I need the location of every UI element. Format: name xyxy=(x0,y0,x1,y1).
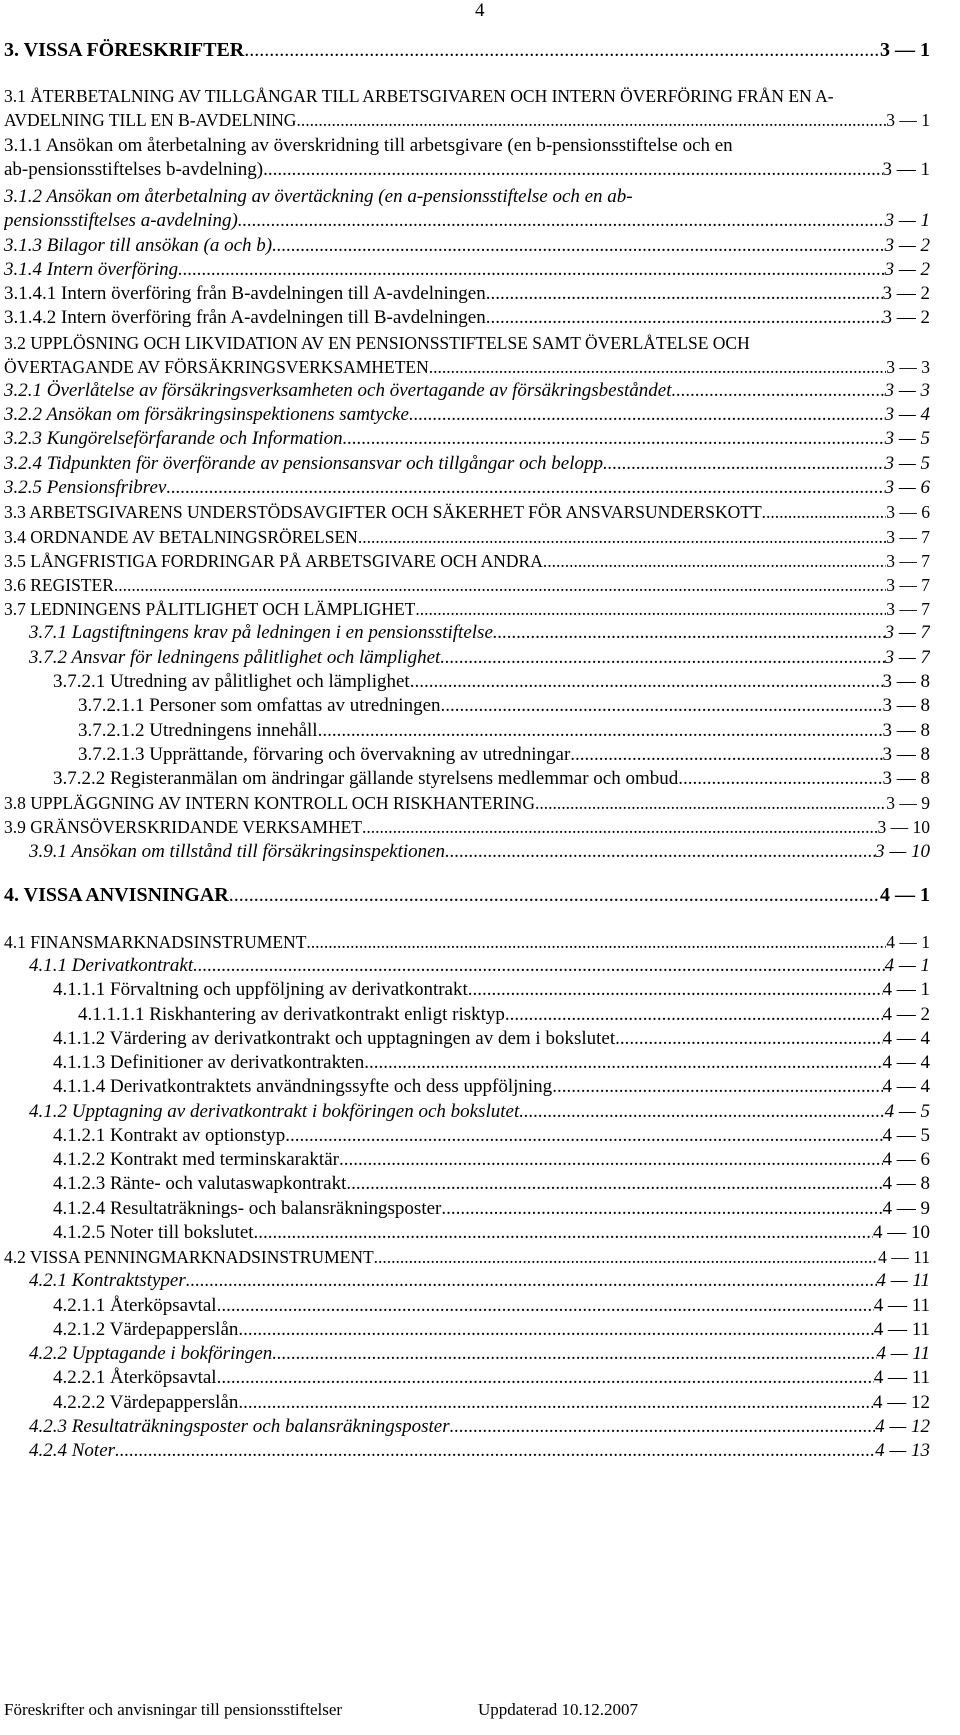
toc-entry[interactable] xyxy=(53,1295,930,1317)
toc-dot-leader xyxy=(244,39,880,61)
toc-entry[interactable] xyxy=(29,1440,930,1462)
toc-entry-title: 4.1 FINANSMARKNADSINSTRUMENT xyxy=(4,932,307,952)
toc-entry[interactable] xyxy=(4,428,930,450)
toc-dot-leader xyxy=(440,647,884,669)
toc-dot-leader xyxy=(409,404,885,426)
toc-entry-title: 4.2.3 Resultaträkningsposter och balansräkningsposter xyxy=(29,1416,450,1437)
toc-dot-leader xyxy=(410,671,883,693)
toc-entry-page: 3 — 2 xyxy=(882,283,930,304)
toc-entry-page: 3 — 7 xyxy=(884,647,930,668)
toc-entry-page: 4 — 13 xyxy=(875,1440,930,1461)
toc-entry[interactable] xyxy=(4,453,930,475)
toc-entry-page: 3 — 1 xyxy=(884,210,930,231)
toc-entry-page: 3 — 8 xyxy=(882,720,930,741)
toc-entry-page: 4 — 11 xyxy=(876,1270,930,1291)
toc-entry-page: 3 — 9 xyxy=(886,793,930,813)
toc-entry-title: 4.1.1.3 Definitioner av derivatkontrakten xyxy=(53,1052,365,1073)
toc-entry[interactable] xyxy=(29,1416,930,1438)
toc-entry-page: 4 — 2 xyxy=(882,1004,930,1025)
toc-entry[interactable] xyxy=(4,598,930,620)
toc-entry[interactable] xyxy=(4,477,930,499)
toc-entry[interactable] xyxy=(53,768,930,790)
toc-dot-leader xyxy=(603,453,885,475)
toc-dot-leader xyxy=(535,792,886,814)
toc-dot-leader xyxy=(346,1173,882,1195)
toc-entry-title: 4.1.2 Upptagning av derivatkontrakt i bokföringen och bokslutet xyxy=(29,1101,520,1122)
toc-dot-leader xyxy=(296,109,886,131)
toc-entry-title: 4.1.2.1 Kontrakt av optionstyp xyxy=(53,1125,286,1146)
toc-entry-title: 3.2.3 Kungörelseförfarande och Information xyxy=(4,428,343,449)
toc-entry-title: 3.4 ORDNANDE AV BETALNINGSRÖRELSEN xyxy=(4,527,358,547)
toc-entry[interactable] xyxy=(53,979,930,1001)
toc-dot-leader xyxy=(543,550,886,572)
toc-entry[interactable] xyxy=(4,159,930,181)
toc-entry[interactable] xyxy=(53,1076,930,1098)
toc-entry-title: 4.2.1.2 Värdepapperslån xyxy=(53,1319,239,1340)
toc-entry-page: 3 — 6 xyxy=(884,477,930,498)
toc-entry[interactable] xyxy=(29,841,930,863)
toc-entry-title: 4.2.2.1 Återköpsavtal xyxy=(53,1367,217,1388)
toc-entry[interactable] xyxy=(78,1004,930,1026)
toc-entry[interactable] xyxy=(29,1270,930,1292)
toc-entry[interactable] xyxy=(4,550,930,572)
toc-entry[interactable] xyxy=(4,85,930,107)
toc-entry-title: 4.1.1.2 Värdering av derivatkontrakt och upptagningen av dem i bokslutet xyxy=(53,1028,616,1049)
toc-dot-leader xyxy=(238,1319,873,1341)
toc-entry[interactable] xyxy=(53,1028,930,1050)
toc-entry[interactable] xyxy=(4,816,930,838)
toc-entry[interactable] xyxy=(4,186,930,208)
toc-entry-title: 3. VISSA FÖRESKRIFTER xyxy=(4,39,245,61)
toc-dot-leader xyxy=(229,884,880,906)
toc-entry-page: 4 — 9 xyxy=(882,1198,930,1219)
toc-entry[interactable] xyxy=(53,1198,930,1220)
toc-entry-page: 4 — 6 xyxy=(882,1149,930,1170)
toc-entry[interactable] xyxy=(29,647,930,669)
toc-entry-page: 3 — 4 xyxy=(884,404,930,425)
toc-entry[interactable] xyxy=(53,671,930,693)
toc-dot-leader xyxy=(193,955,884,977)
toc-entry-title: 4.1.1.4 Derivatkontraktets användningssyfte och dess uppföljning xyxy=(53,1076,553,1097)
toc-entry-title: 3.9 GRÄNSÖVERSKRIDANDE VERKSAMHET xyxy=(4,817,362,837)
toc-entry-title: 3.3 ARBETSGIVARENS UNDERSTÖDSAVGIFTER OCH SÄKERHET FÖR ANSVARSUNDERSKOTT xyxy=(4,502,762,522)
toc-dot-leader xyxy=(364,1052,882,1074)
toc-dot-leader xyxy=(445,841,875,863)
toc-entry-page: 3 — 2 xyxy=(884,235,930,256)
toc-entry[interactable] xyxy=(4,39,930,61)
toc-entry-title: 3.1.3 Bilagor till ansökan (a och b) xyxy=(4,235,273,256)
toc-entry-page: 4 — 5 xyxy=(884,1101,930,1122)
toc-dot-leader xyxy=(362,816,878,838)
toc-entry-page: 3 — 7 xyxy=(886,575,930,595)
toc-dot-leader xyxy=(552,1076,882,1098)
toc-dot-leader xyxy=(486,307,883,329)
toc-dot-leader xyxy=(217,1295,874,1317)
toc-entry-title: 3.7.2 Ansvar för ledningens pålitlighet och lämplighet xyxy=(29,647,441,668)
toc-entry-page: 4 — 4 xyxy=(882,1052,930,1073)
toc-entry-title: 3.7.2.1.2 Utredningens innehåll xyxy=(78,720,318,741)
toc-entry-page: 3 — 8 xyxy=(882,671,930,692)
toc-entry-page: 3 — 6 xyxy=(886,502,930,522)
toc-entry-page: 3 — 7 xyxy=(886,599,930,619)
toc-entry-title: 3.8 UPPLÄGGNING AV INTERN KONTROLL OCH RISKHANTERING xyxy=(4,793,535,813)
toc-entry[interactable] xyxy=(78,744,930,766)
toc-entry-page: 3 — 2 xyxy=(882,307,930,328)
toc-entry[interactable] xyxy=(4,307,930,329)
toc-dot-leader xyxy=(441,1198,882,1220)
toc-dot-leader xyxy=(762,501,887,523)
toc-dot-leader xyxy=(178,259,884,281)
toc-entry-title: 4.2.2.2 Värdepapperslån xyxy=(53,1392,239,1413)
toc-entry-title: 4.1.1 Derivatkontrakt xyxy=(29,955,194,976)
toc-entry-title: 3.7.1 Lagstiftningens krav på ledningen i en pensionsstiftelse xyxy=(29,622,493,643)
toc-entry[interactable] xyxy=(53,1125,930,1147)
toc-entry[interactable] xyxy=(4,501,930,523)
toc-entry-title: 3.2.4 Tidpunkten för överförande av pensionsansvar och tillgångar och belopp xyxy=(4,453,603,474)
toc-entry-title: 3.1.1 Ansökan om återbetalning av överskridning till arbetsgivare (en b-pensionsstiftelse och en xyxy=(4,135,733,156)
toc-entry[interactable] xyxy=(4,792,930,814)
toc-entry-page: 3 — 8 xyxy=(882,695,930,716)
toc-dot-leader xyxy=(493,622,885,644)
toc-entry-page: 4 — 4 xyxy=(882,1076,930,1097)
toc-entry[interactable] xyxy=(4,283,930,305)
toc-entry-title: 4.2 VISSA PENNINGMARKNADSINSTRUMENT xyxy=(4,1247,374,1267)
toc-entry[interactable] xyxy=(4,884,930,906)
toc-entry[interactable] xyxy=(4,356,930,378)
toc-dot-leader xyxy=(672,380,885,402)
toc-entry-title: 4.1.1.1.1 Riskhantering av derivatkontrakt enligt risktyp xyxy=(78,1004,505,1025)
toc-entry[interactable] xyxy=(29,1101,930,1123)
toc-entry-title: 4.2.2 Upptagande i bokföringen xyxy=(29,1343,273,1364)
toc-entry-page: 4 — 8 xyxy=(882,1173,930,1194)
toc-entry-page: 4 — 4 xyxy=(882,1028,930,1049)
toc-dot-leader xyxy=(339,1149,883,1171)
toc-entry[interactable] xyxy=(4,109,930,131)
toc-entry-title: 3.9.1 Ansökan om tillstånd till försäkringsinspektionen xyxy=(29,841,446,862)
toc-entry[interactable] xyxy=(53,1052,930,1074)
toc-dot-leader xyxy=(429,356,887,378)
toc-dot-leader xyxy=(441,695,883,717)
toc-dot-leader xyxy=(358,526,886,548)
toc-entry[interactable] xyxy=(53,1392,930,1414)
toc-entry[interactable] xyxy=(4,259,930,281)
toc-entry[interactable] xyxy=(4,574,930,596)
footer-title: Föreskrifter och anvisningar till pensionsstiftelser xyxy=(4,1700,343,1719)
toc-entry-page: 4 — 1 xyxy=(880,884,930,906)
toc-dot-leader xyxy=(615,1028,882,1050)
toc-entry-title: 3.2.5 Pensionsfribrev xyxy=(4,477,167,498)
toc-entry-page: 4 — 11 xyxy=(873,1319,930,1340)
toc-entry-page: 3 — 7 xyxy=(884,622,930,643)
toc-entry-page: 3 — 1 xyxy=(882,159,930,180)
toc-entry-title: 4. VISSA ANVISNINGAR xyxy=(4,884,229,906)
toc-entry[interactable] xyxy=(53,1367,930,1389)
toc-dot-leader xyxy=(263,159,882,181)
toc-dot-leader xyxy=(468,979,883,1001)
page-number: 4 xyxy=(475,0,485,21)
toc-entry-title: 3.1.2 Ansökan om återbetalning av övertäckning (en a-pensionsstiftelse och en ab- xyxy=(4,186,633,207)
toc-entry-title: 3.7.2.1.3 Upprättande, förvaring och övervakning av utredningar xyxy=(78,744,571,765)
toc-entry-title: AVDELNING TILL EN B-AVDELNING xyxy=(4,110,297,130)
toc-dot-leader xyxy=(306,931,886,953)
toc-entry-page: 4 — 1 xyxy=(882,979,930,1000)
toc-entry[interactable] xyxy=(4,404,930,426)
toc-entry[interactable] xyxy=(4,380,930,402)
toc-entry-title: 3.1 ÅTERBETALNING AV TILLGÅNGAR TILL ARBETSGIVAREN OCH INTERN ÖVERFÖRING FRÅN EN A- xyxy=(4,86,834,106)
toc-entry-title: 3.1.4.2 Intern överföring från A-avdelningen till B-avdelningen xyxy=(4,307,486,328)
toc-entry-title: 4.1.2.4 Resultaträknings- och balansräkningsposter xyxy=(53,1198,442,1219)
toc-entry-page: 3 — 5 xyxy=(884,428,930,449)
toc-dot-leader xyxy=(114,574,886,596)
toc-entry-title: 3.7.2.1.1 Personer som omfattas av utredningen xyxy=(78,695,441,716)
toc-entry-page: 4 — 1 xyxy=(886,932,930,952)
toc-entry-page: 3 — 8 xyxy=(882,744,930,765)
toc-entry[interactable] xyxy=(53,1319,930,1341)
toc-entry-title: 4.2.1 Kontraktstyper xyxy=(29,1270,186,1291)
toc-dot-leader xyxy=(285,1125,882,1147)
toc-entry-title: 3.1.4.1 Intern överföring från B-avdelningen till A-avdelningen xyxy=(4,283,486,304)
toc-entry-page: 3 — 1 xyxy=(880,39,930,61)
toc-entry[interactable] xyxy=(53,1173,930,1195)
toc-dot-leader xyxy=(450,1416,875,1438)
toc-entry-page: 4 — 11 xyxy=(873,1295,930,1316)
toc-entry-page: 4 — 11 xyxy=(878,1247,930,1267)
toc-entry[interactable] xyxy=(4,526,930,548)
toc-entry[interactable] xyxy=(78,720,930,742)
toc-dot-leader xyxy=(238,210,885,232)
toc-entry-page: 3 — 5 xyxy=(884,453,930,474)
toc-entry-title: 3.2.2 Ansökan om försäkringsinspektionens samtycke xyxy=(4,404,409,425)
toc-dot-leader xyxy=(318,720,883,742)
toc-entry-page: 3 — 10 xyxy=(877,817,930,837)
toc-entry-title: 3.7.2.2 Registeranmälan om ändringar gällande styrelsens medlemmar och ombud xyxy=(53,768,679,789)
toc-dot-leader xyxy=(505,1004,883,1026)
toc-entry-page: 3 — 8 xyxy=(882,768,930,789)
toc-entry-page: 3 — 3 xyxy=(884,380,930,401)
toc-entry-page: 3 — 10 xyxy=(875,841,930,862)
toc-entry-page: 3 — 7 xyxy=(886,551,930,571)
toc-entry-page: 3 — 2 xyxy=(884,259,930,280)
toc-entry[interactable] xyxy=(4,210,930,232)
toc-entry[interactable] xyxy=(29,622,930,644)
toc-entry[interactable] xyxy=(53,1222,930,1244)
toc-entry[interactable] xyxy=(53,1149,930,1171)
toc-entry[interactable] xyxy=(29,1343,930,1365)
toc-entry-title: 3.7.2.1 Utredning av pålitlighet och lämplighet xyxy=(53,671,410,692)
toc-entry-title: 4.1.1.1 Förvaltning och uppföljning av derivatkontrakt xyxy=(53,979,468,1000)
toc-dot-leader xyxy=(217,1367,874,1389)
toc-entry-page: 3 — 7 xyxy=(886,527,930,547)
toc-dot-leader xyxy=(519,1101,884,1123)
toc-dot-leader xyxy=(186,1270,877,1292)
toc-entry-title: 3.6 REGISTER xyxy=(4,575,114,595)
toc-dot-leader xyxy=(115,1440,875,1462)
toc-entry[interactable] xyxy=(4,931,930,953)
toc-entry[interactable] xyxy=(4,135,930,157)
toc-dot-leader xyxy=(254,1222,873,1244)
toc-entry-page: 4 — 1 xyxy=(884,955,930,976)
toc-entry-title: 4.2.1.1 Återköpsavtal xyxy=(53,1295,217,1316)
toc-dot-leader xyxy=(166,477,884,499)
toc-entry-title: 3.7 LEDNINGENS PÅLITLIGHET OCH LÄMPLIGHET xyxy=(4,599,416,619)
toc-entry-title: 3.1.4 Intern överföring xyxy=(4,259,179,280)
toc-entry[interactable] xyxy=(4,332,930,354)
toc-entry-page: 4 — 11 xyxy=(876,1343,930,1364)
toc-entry-page: 4 — 11 xyxy=(873,1367,930,1388)
toc-entry-title: 3.5 LÅNGFRISTIGA FORDRINGAR PÅ ARBETSGIVARE OCH ANDRA xyxy=(4,551,543,571)
toc-dot-leader xyxy=(272,1343,876,1365)
toc-entry-title: pensionsstiftelses a-avdelning) xyxy=(4,210,238,231)
toc-dot-leader xyxy=(272,235,885,257)
toc-dot-leader xyxy=(415,598,886,620)
toc-entry-title: 4.1.2.3 Ränte- och valutaswapkontrakt xyxy=(53,1173,347,1194)
toc-entry[interactable] xyxy=(29,955,930,977)
toc-entry-page: 3 — 1 xyxy=(886,110,930,130)
toc-entry-page: 4 — 12 xyxy=(875,1416,930,1437)
toc-entry-title: 4.1.2.5 Noter till bokslutet xyxy=(53,1222,254,1243)
toc-dot-leader xyxy=(238,1392,873,1414)
toc-entry-title: 3.2 UPPLÖSNING OCH LIKVIDATION AV EN PENSIONSSTIFTELSE SAMT ÖVERLÅTELSE OCH xyxy=(4,333,750,353)
toc-entry[interactable] xyxy=(4,235,930,257)
toc-entry-title: 3.2.1 Överlåtelse av försäkringsverksamheten och övertagande av försäkringsbeståndet xyxy=(4,380,672,401)
toc-entry[interactable] xyxy=(4,1246,930,1268)
toc-dot-leader xyxy=(343,428,885,450)
toc-dot-leader xyxy=(678,768,882,790)
toc-entry[interactable] xyxy=(78,695,930,717)
toc-entry-page: 3 — 3 xyxy=(886,357,930,377)
toc-entry-title: ÖVERTAGANDE AV FÖRSÄKRINGSVERKSAMHETEN xyxy=(4,357,429,377)
toc-entry-page: 4 — 5 xyxy=(882,1125,930,1146)
footer-date: Uppdaterad 10.12.2007 xyxy=(478,1700,639,1719)
toc-entry-page: 4 — 12 xyxy=(873,1392,930,1413)
toc-entry-title: 4.1.2.2 Kontrakt med terminskaraktär xyxy=(53,1149,339,1170)
toc-entry-page: 4 — 10 xyxy=(873,1222,930,1243)
toc-entry-title: ab-pensionsstiftelses b-avdelning) xyxy=(4,159,264,180)
toc-dot-leader xyxy=(374,1246,878,1268)
toc-dot-leader xyxy=(570,744,882,766)
toc-dot-leader xyxy=(486,283,883,305)
toc-entry-title: 4.2.4 Noter xyxy=(29,1440,116,1461)
